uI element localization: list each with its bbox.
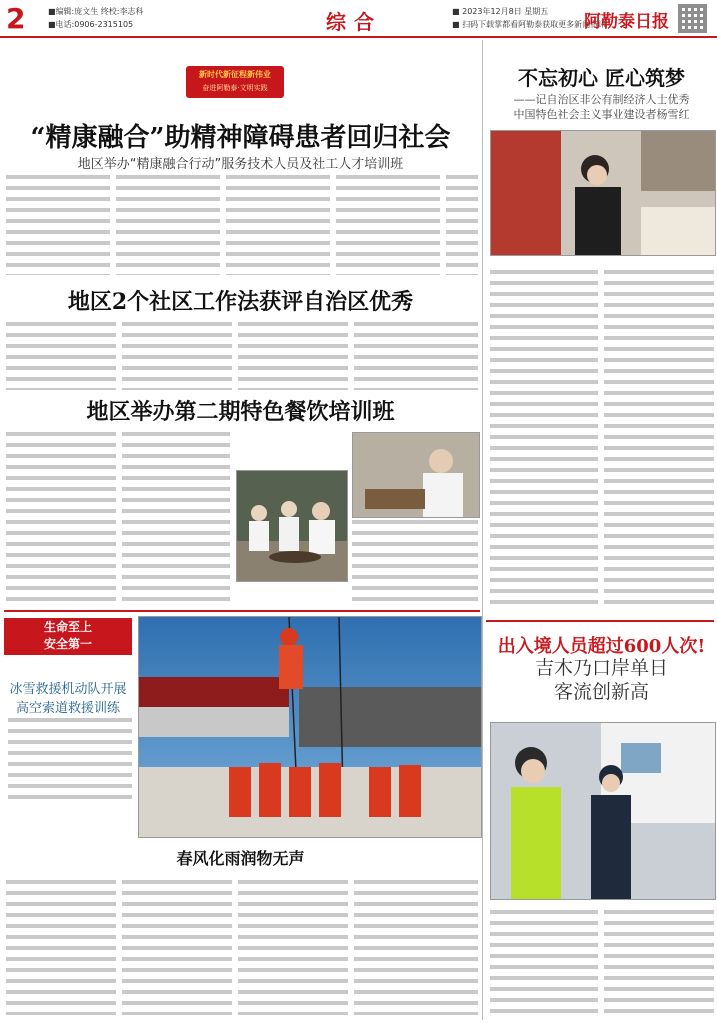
article3-body [122, 432, 230, 602]
article4-title: 春风化雨润物无声 [176, 849, 305, 868]
article1-body [6, 175, 110, 275]
date-line: ■ 2023年12月8日 星期五 [452, 7, 549, 16]
safety-label-line-1: 生命至上 [43, 620, 92, 634]
banner-line-1: 新时代新征程新伟业 [199, 70, 271, 79]
seamstress-photo [490, 130, 716, 256]
section-rule [4, 610, 480, 612]
editors-line: ■编辑:庞文生 终校:李志科 [48, 7, 144, 16]
article2-body [122, 322, 232, 390]
chef-training-photo-graphic [237, 471, 347, 581]
article1-body [116, 175, 220, 275]
article1-body [446, 175, 478, 275]
banner-line-2: 奋进阿勒泰·文明实践 [202, 84, 268, 92]
phone-line: ■电话:0906-2315105 [48, 20, 134, 29]
border-port-graphic [491, 723, 715, 899]
training-detail-graphic [353, 433, 479, 517]
article4-body [6, 880, 116, 1015]
safety-label [4, 618, 132, 655]
safety-subtitle: 冰雪救援机动队开展高空索道救援训练 [9, 682, 127, 716]
port-subtitle-line-2: 客流创新高 [553, 681, 649, 703]
port-body [490, 910, 598, 1015]
masthead [0, 0, 717, 38]
port-body [604, 910, 714, 1015]
rescue-training-graphic [139, 617, 481, 837]
article2-body [6, 322, 116, 390]
feature-title: 不忘初心 匠心筑梦 [518, 66, 685, 90]
qr-code-icon [678, 4, 707, 33]
column-divider [482, 40, 483, 1020]
article3-body [6, 432, 116, 602]
feature-body [604, 270, 714, 610]
rescue-training-photo [138, 616, 482, 838]
article1-body [336, 175, 440, 275]
article4-body [238, 880, 348, 1015]
feature-subtitle-line-2: 中国特色社会主义事业建设者杨雪红 [513, 108, 690, 121]
article1-body [226, 175, 330, 275]
section-label: 综合 [326, 10, 382, 34]
article4-body [122, 880, 232, 1015]
feature-subtitle-line-1: ——记自治区非公有制经济人士优秀 [513, 93, 690, 106]
border-port-photo [490, 722, 716, 900]
article2-title: 地区2个社区工作法获评自治区优秀 [67, 289, 414, 315]
masthead-info [452, 5, 606, 31]
training-detail-photo [352, 432, 480, 518]
article2-body [238, 322, 348, 390]
section-rule [486, 620, 714, 622]
port-title: 出入境人员超过600人次! [497, 636, 706, 657]
article3-body [352, 520, 478, 602]
article2-body [354, 322, 478, 390]
campaign-banner [186, 66, 284, 98]
port-subtitle-line-1: 吉木乃口岸单日 [534, 657, 668, 679]
seamstress-photo-graphic [491, 131, 715, 255]
article4-body [354, 880, 478, 1015]
paper-name: 阿勒泰日报 [584, 12, 669, 32]
safety-body [8, 718, 132, 806]
chef-training-photo [236, 470, 348, 582]
page-number: 2 [6, 2, 26, 35]
masthead-credits [48, 5, 144, 31]
safety-label-line-2: 安全第一 [43, 637, 92, 651]
feature-body [490, 270, 598, 610]
article1-title: “精康融合”助精神障碍患者回归社会 [30, 123, 451, 153]
app-line: ■ 扫码下载掌都看阿勒泰获取更多新闻资讯 [452, 20, 607, 29]
article1-subtitle: 地区举办“精康融合行动”服务技术人员及社工人才培训班 [77, 157, 404, 172]
article3-title: 地区举办第二期特色餐饮培训班 [86, 399, 395, 425]
port-subtitle [486, 656, 717, 704]
feature-subtitle [486, 92, 717, 122]
